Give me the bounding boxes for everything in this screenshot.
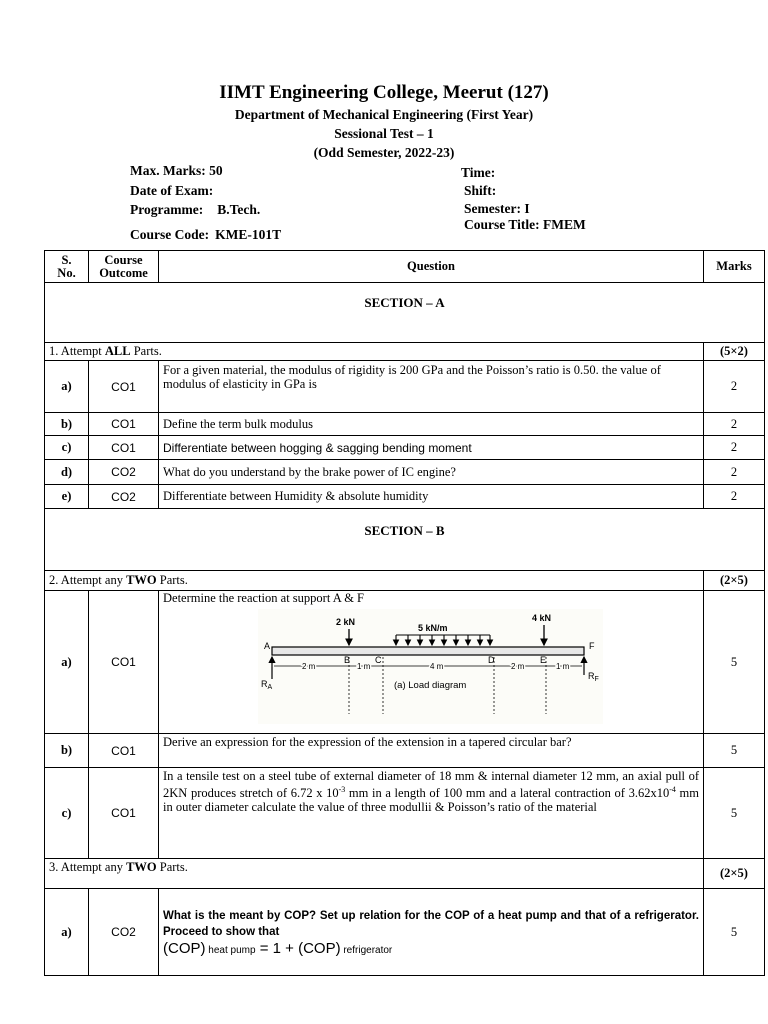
table-row [45,591,765,734]
table-row [45,734,765,768]
row-question: What do you understand by the brake power of IC engine? [159,460,704,485]
table-row [45,460,765,485]
load-4kn-label: 4 kN [532,613,552,623]
col-marks: Marks [704,251,765,283]
department-title: Department of Mechanical Engineering (First Year) [234,107,534,122]
row-question [159,591,704,734]
col-question: Question [159,251,704,283]
row-id: d) [45,460,89,485]
table-row [45,436,765,460]
table-row [45,889,765,976]
programme-value: B.Tech. [217,202,261,217]
course-code [130,227,281,243]
row-id: a) [45,889,89,976]
row-co: CO1 [89,591,159,734]
row-co: CO1 [89,361,159,413]
reaction-a-label: $R_A$ [261,679,273,691]
dim-1m-right: 1 m [556,662,570,671]
point-a-label: A [264,641,271,651]
beam [272,647,584,655]
dim-1m-left: 1 m [357,662,371,671]
reaction-f-label: $R_F$ [588,671,599,683]
row-id: a) [45,361,89,413]
exam-date: Date of Exam: [130,183,214,198]
row-id: c) [45,768,89,859]
udl-label: 5 kN/m [418,623,448,633]
row-co: CO2 [89,485,159,509]
programme-label: Programme: [130,202,204,217]
row-marks: 2 [704,413,765,436]
row-marks: 5 [704,734,765,768]
course-code-value: KME-101T [215,227,282,242]
row-question: Differentiate between Humidity & absolute humidity [159,485,704,509]
section-a-instruction-row [45,343,765,361]
course-title: Course Title: FMEM [464,217,586,232]
table-row [45,768,765,859]
point-d-label: D [488,655,495,665]
section-3-marks: (2×5) [704,859,765,889]
section-a-row [45,283,765,343]
row-co: CO2 [89,460,159,485]
table-row [45,485,765,509]
cop-equation: (COP) heat pump = 1 + (COP) refrigerator [163,939,393,957]
section-a-title: SECTION – A [45,283,765,343]
header-row [45,251,765,283]
test-title: Sessional Test – 1 [334,126,434,141]
time: Time: [461,165,496,180]
section-b-title: SECTION – B [45,509,765,571]
row-marks: 2 [704,436,765,460]
row-marks: 5 [704,889,765,976]
load-2kn-label: 2 kN [336,617,356,627]
college-title: IIMT Engineering College, Meerut (127) [219,82,549,103]
table-row [45,361,765,413]
row-question: For a given material, the modulus of rigidity is 200 GPa and the Poisson’s ratio is 0.50. the value of modulus of elasticity in GPa is [159,361,704,413]
row-id: e) [45,485,89,509]
row-question-text: What is the meant by COP? Set up relation for the COP of a heat pump and that of a refrigerator. Proceed to show that [163,909,699,938]
row-co: CO1 [89,413,159,436]
section-b-instruction-row [45,571,765,591]
section-a-instruction: 1. Attempt ALL Parts. [45,343,704,361]
load-diagram [258,609,603,724]
row-co: CO1 [89,436,159,460]
row-question [159,889,704,976]
col-sno: S. No. [45,251,89,283]
row-co: CO1 [89,768,159,859]
semester: Semester: I [464,201,530,216]
point-f-label: F [589,641,595,651]
point-c-label: C [375,655,382,665]
section-b-instruction: 2. Attempt any TWO Parts. [45,571,704,591]
max-marks: Max. Marks: 50 [130,163,223,178]
row-question: Derive an expression for the expression of the extension in a tapered circular bar? [159,734,704,768]
row-marks: 2 [704,361,765,413]
shift: Shift: [464,183,497,198]
row-id: a) [45,591,89,734]
row-co: CO1 [89,734,159,768]
row-question-text: Determine the reaction at support A & F [163,591,364,605]
row-question: Differentiate between hogging & sagging bending moment [159,436,704,460]
section-b-marks: (2×5) [704,571,765,591]
section-3-instruction: 3. Attempt any TWO Parts. [45,859,704,889]
section-a-marks: (5×2) [704,343,765,361]
row-marks: 5 [704,768,765,859]
col-course-outcome: Course Outcome [89,251,159,283]
dim-2m-left: 2 m [302,662,316,671]
table-row [45,413,765,436]
row-marks: 2 [704,485,765,509]
row-id: b) [45,734,89,768]
point-b-label: B [344,655,351,665]
diagram-caption: (a) Load diagram [394,680,467,691]
question-table [44,250,765,976]
semester-note: (Odd Semester, 2022-23) [313,145,455,160]
row-id: b) [45,413,89,436]
row-marks: 2 [704,460,765,485]
dim-2m-right: 2 m [511,662,525,671]
section-3-instruction-row [45,859,765,889]
programme [130,202,260,218]
row-question: Define the term bulk modulus [159,413,704,436]
point-e-label: E [540,655,547,665]
row-co: CO2 [89,889,159,976]
row-marks: 5 [704,591,765,734]
section-b-row [45,509,765,571]
row-id: c) [45,436,89,460]
dim-4m: 4 m [430,662,444,671]
row-question: In a tensile test on a steel tube of external diameter of 18 mm & internal diameter 12 mm, an axial pull of 2KN produces stretch of 6.72 x $10^{-3}$ mm in a length of 100 mm and a lateral contraction of $3.62x10^{-4}$ mm in outer diameter calculate the value of three modullii & Poisson’s ratio of the material [159,768,704,859]
course-code-label: Course Code: [130,227,210,242]
